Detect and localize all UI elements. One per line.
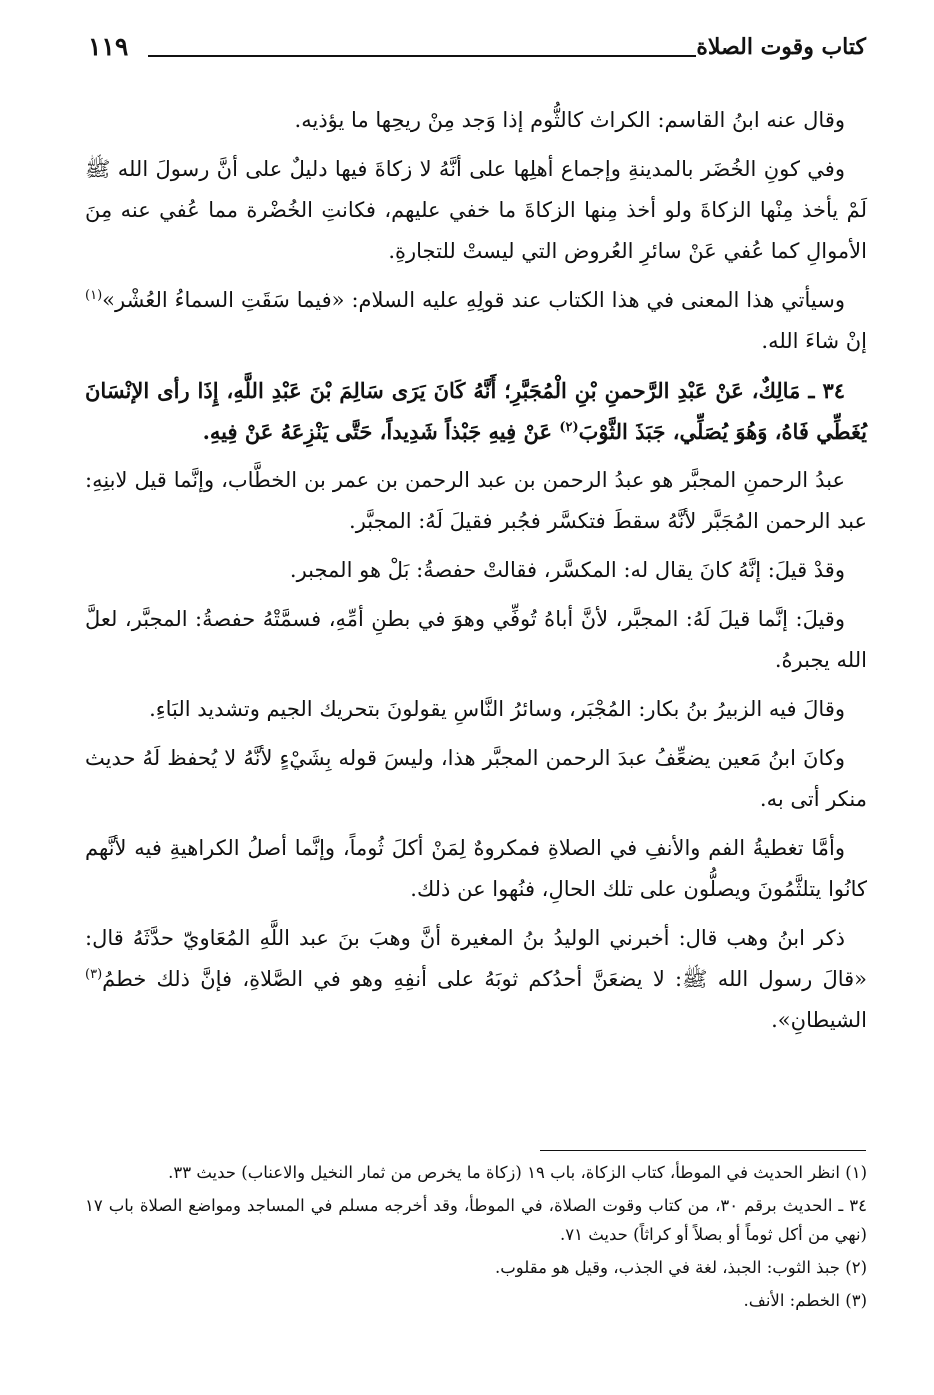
hadith-number: ٣٤ ـ (808, 378, 845, 403)
page-header (88, 30, 866, 70)
paragraph-8 (85, 689, 867, 730)
paragraph-text: وكانَ ابنُ مَعين يضعِّفُ عبدَ الرحمن المجبَّر هذا، وليسَ قوله بِشَيْءٍ لأنَّهُ لا يُحفظ لَهُ حديث منكر أتى به. (85, 746, 867, 811)
paragraph-9 (85, 738, 867, 820)
footnote-3: (٣) الخطم: الأنف. (743, 1291, 867, 1310)
paragraph-1 (85, 100, 867, 141)
paragraph-5 (85, 460, 867, 542)
running-title: كتاب وقوت الصلاة (696, 34, 866, 60)
header-rule (148, 55, 696, 57)
footnote-ref-3[interactable]: (٣) (85, 967, 103, 982)
paragraph-text: عبدُ الرحمنِ المجبَّر هو عبدُ الرحمن بن عبد الرحمن بن عمر بن الخطَّاب، وإنَّما قيل لابنِهِ: عبد الرحمن المُجَبَّر لأنَّهُ سقطَ فتكسَّر فجُبر فقيلَ لَهُ: المجبَّر. (85, 468, 867, 533)
paragraph-text: ذكر ابنُ وهب قال: أخبرني الوليدُ بنُ المغيرة أنَّ وهبَ بنَ عبد اللَّهِ المُعَاويّ حدَّثَهُ قال: «قالَ رسول الله ﷺ: لا يضعَنَّ أحدُكم ثوبَهُ على أنفِهِ وهو في الصَّلاةِ، فإنَّ ذلك خطمُ (85, 926, 867, 991)
hadith-text: عَنْ فِيهِ جَبْذاً شَدِيداً، حَتَّى يَنْزِعَهُ عَنْ فِيهِ. (202, 419, 560, 444)
hadith-34 (85, 370, 867, 452)
paragraph-3 (85, 280, 867, 362)
paragraph-6 (85, 550, 867, 591)
footnotes (85, 1158, 867, 1319)
paragraph-text: وفي كونِ الخُضَر بالمدينةِ وإجماع أهلِها على أنَّهُ لا زكاةَ فيها دليلٌ على أنَّ رسولَ الله ﷺ لَمْ يأخذ مِنْها الزكاةَ ولو أخذ مِنها الزكاةَ ما خفي عليهم، فكانتِ الخُضْرة مما عُفي عنه مِنَ الأموالِ كما عُفي عَنْ سائرِ العُروض التي ليستْ للتجارةِ. (85, 157, 867, 263)
footnote-ref-2[interactable]: (٢) (559, 420, 579, 435)
paragraph-text: وأمَّا تغطيةُ الفم والأنفِ في الصلاةِ فمكروهٌ لِمَنْ أكلَ ثُوماً، وإنَّما أصلُ الكراهيةِ فيه لأنَّهم كانُوا يتلثَّمُونَ ويصلُّون على تلك الحالِ، فنُهوا عن ذلك. (85, 836, 867, 901)
paragraph-7 (85, 599, 867, 681)
main-text (85, 100, 867, 1049)
paragraph-text: وسيأتي هذا المعنى في هذا الكتاب عند قولِهِ عليه السلام: «فيما سَقَتِ السماءُ العُشْر» (102, 288, 845, 312)
paragraph-text: الشيطانِ». (771, 1008, 867, 1032)
paragraph-text: وقيلَ: إنَّما قيلَ لَهُ: المجبَّر، لأنَّ أباهُ تُوفِّي وهوَ في بطنِ أمِّهِ، فسمَّتْهُ حفصةُ: المجبَّر، لعلَّ الله يجبرهُ. (85, 607, 867, 672)
paragraph-text: وقال عنه ابنُ القاسم: الكراث كالثُّوم إذا وَجد مِنْ ريحِها ما يؤذيه. (294, 108, 845, 132)
footnote-separator (540, 1150, 866, 1151)
footnote-34: ٣٤ ـ الحديث برقم ٣٠، من كتاب وقوت الصلاة، في الموطأ، وقد أخرجه مسلم في المساجد ومواضع الصلاة باب ١٧ (نهي من أكل ثوماً أو بصلاً أو كراثاً) حديث ٧١. (85, 1196, 867, 1244)
footnote-2: (٢) جبذ الثوب: الجبذ، لغة في الجذب، وقيل هو مقلوب. (495, 1258, 867, 1277)
footnote-1: (١) انظر الحديث في الموطأ، كتاب الزكاة، باب ١٩ (زكاة ما يخرص من ثمار النخيل والاعناب) حديث ٣٣. (168, 1163, 867, 1182)
paragraph-11 (85, 918, 867, 1041)
hadith-text: مَالِكٌ، عَنْ عَبْدِ الرَّحمنِ بْنِ الْمُجَبَّرِ؛ أَنَّهُ كَانَ يَرَى سَالِمَ بْنَ عَبْدِ اللَّهِ، إِذَا رأى الإنْسَانَ يُغَطِّي فَاهُ، وَهُوَ يُصَلِّي، جَبَذَ الثَّوْبَ (85, 378, 867, 444)
paragraph-2 (85, 149, 867, 272)
paragraph-text: وقدْ قيلَ: إنَّهُ كانَ يقال له: المكسَّر، فقالتْ حفصةُ: بَلْ هو المجبر. (289, 558, 845, 582)
footnote-ref-1[interactable]: (١) (85, 288, 103, 303)
page-number: ١١٩ (88, 32, 129, 61)
paragraph-text: إنْ شاءَ الله. (761, 329, 867, 353)
paragraph-text: وقالَ فيه الزبيرُ بنُ بكار: المُجْبَر، وسائرُ النَّاسِ يقولونَ بتحريك الجيم وتشديد البَاءِ. (149, 697, 845, 721)
paragraph-10 (85, 828, 867, 910)
